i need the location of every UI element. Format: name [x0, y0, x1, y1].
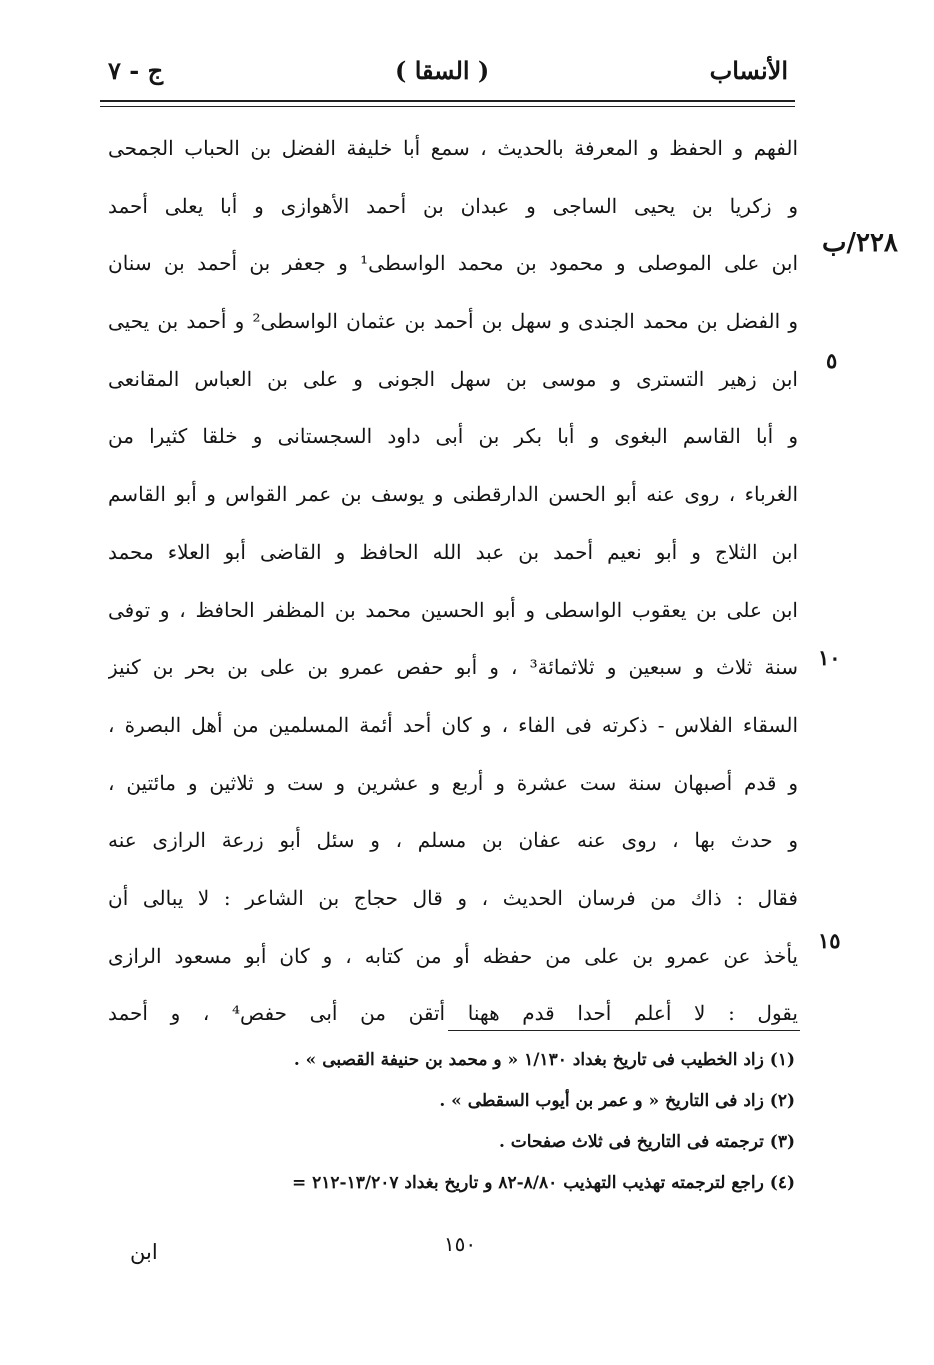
text-line: ابن على بن يعقوب الواسطى و أبو الحسين محمد بن المظفر الحافظ ، و توفى: [108, 597, 798, 622]
line-number-10: ١٠: [818, 645, 841, 670]
header-rule-thin: [100, 106, 795, 107]
header-rule-thick: [100, 100, 795, 102]
text-line: و قدم أصبهان سنة ست عشرة و أربع و عشرين و ست و ثلاثين و مائتين ،: [108, 770, 798, 795]
text-line: السقاء الفلاس - ذكرته فى الفاء ، و كان أحد أئمة المسلمين من أهل البصرة ،: [108, 712, 798, 737]
line-number-15: ١٥: [818, 928, 841, 953]
text-line: ابن الثلاج و أبو نعيم أحمد بن عبد الله الحافظ و القاضى أبو العلاء محمد: [108, 539, 798, 564]
footnote-4: (٤) راجع لترجمته تهذيب التهذيب ٨/٨٠-٨٢ و تاريخ بغداد ١٣/٢٠٧-٢١٢ =: [291, 1173, 795, 1193]
text-line: و زكريا بن يحيى الساجى و عبدان بن أحمد الأهوازى و أبا يعلى أحمد: [108, 193, 798, 218]
text-line: يقول : لا أعلم أحدا قدم ههنا أتقن من أبى حفص⁴ ، و أحمد: [108, 1001, 798, 1026]
footnotes: [115, 1040, 795, 1204]
header-entry-title: ( السقا ): [395, 56, 490, 85]
header-volume: ج - ٧: [108, 56, 164, 85]
page-number: ١٥٠: [443, 1232, 477, 1256]
text-line: ابن زهير التسترى و موسى بن سهل الجونى و على بن العباس المقانعى: [108, 366, 798, 391]
folio-reference: ٢٢٨/ب: [822, 228, 898, 258]
main-text: [108, 120, 798, 1043]
line-number-5: ٥: [826, 348, 838, 373]
text-line: سنة ثلاث و سبعين و ثلاثمائة³ ، و أبو حفص عمرو بن على بن بحر بن كنيز: [108, 655, 798, 680]
text-line: يأخذ عن عمرو بن على من حفظه أو من كتابه ، و كان أبو مسعود الرازى: [108, 943, 798, 968]
text-line: و الفضل بن محمد الجندى و سهل بن أحمد بن عثمان الواسطى² و أحمد بن يحيى: [108, 309, 798, 334]
text-line: و أبا القاسم البغوى و أبا بكر بن أبى داود السجستانى و خلقا كثيرا من: [108, 424, 798, 449]
text-line: ابن على الموصلى و محمود بن محمد الواسطى¹ و جعفر بن أحمد بن سنان: [108, 251, 798, 276]
footnote-1: (١) زاد الخطيب فى تاريخ بغداد ١/١٣٠ « و محمد بن حنيفة القصبى » .: [293, 1050, 795, 1070]
catchword: ابن: [130, 1240, 158, 1264]
header-book-title: الأنساب: [709, 56, 788, 85]
footnote-3: (٣) ترجمته فى التاريخ فى ثلاث صفحات .: [498, 1132, 795, 1152]
text-line: و حدث بها ، روى عنه عفان بن مسلم ، و سئل أبو زرعة الرازى عنه: [108, 828, 798, 853]
footnote-rule: [448, 1030, 800, 1031]
running-header: [100, 48, 800, 98]
text-line: فقال : ذاك من فرسان الحديث ، و قال حجاج بن الشاعر : لا يبالى أن: [108, 885, 798, 910]
text-line: الفهم و الحفظ و المعرفة بالحديث ، سمع أبا خليفة الفضل بن الحباب الجمحى: [108, 136, 798, 160]
text-line: الغرباء ، روى عنه أبو الحسن الدارقطنى و يوسف بن عمر القواس و أبو القاسم: [108, 482, 798, 507]
footnote-2: (٢) زاد فى التاريخ « و عمر بن أيوب السقطى » .: [439, 1091, 795, 1111]
